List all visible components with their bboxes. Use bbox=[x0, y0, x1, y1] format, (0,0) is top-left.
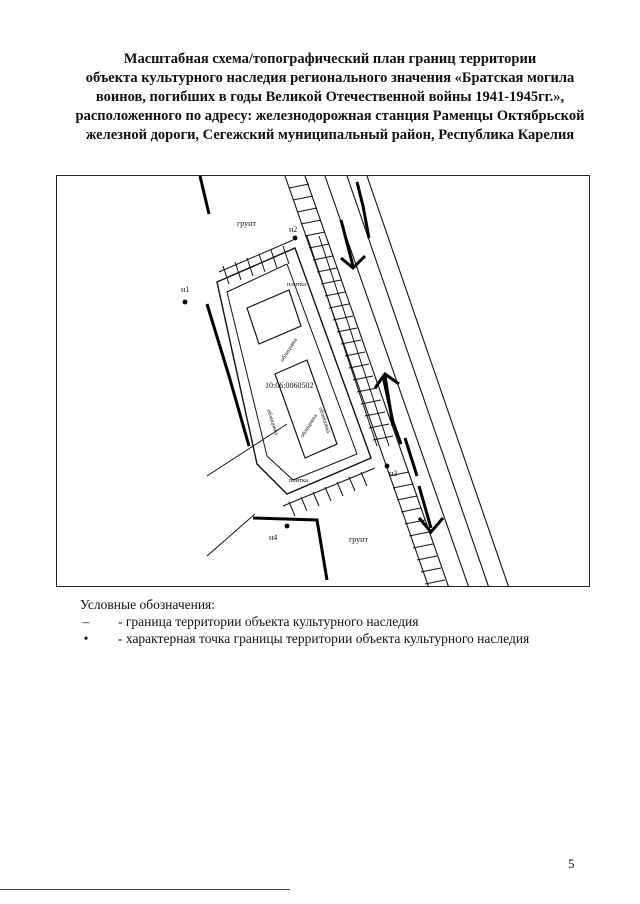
footer-rule bbox=[0, 889, 290, 890]
label-point-n4: н4 bbox=[269, 533, 278, 542]
title-line: Масштабная схема/топографический план границ территории bbox=[123, 51, 537, 67]
page-number: 5 bbox=[568, 856, 575, 871]
legend-heading: Условные обозначения: bbox=[80, 597, 216, 612]
label-facing-1: облицовка bbox=[279, 337, 299, 364]
legend-item bbox=[80, 613, 529, 630]
label-ground-bottom: грунт bbox=[349, 535, 368, 544]
boundary-point-n2 bbox=[293, 236, 298, 241]
label-facing-3: облицовка bbox=[299, 413, 319, 440]
label-facing-2: облицовка bbox=[265, 408, 280, 436]
dash-line-icon: – bbox=[82, 614, 90, 629]
label-point-n1: н1 bbox=[181, 285, 190, 294]
boundary-point-n3 bbox=[385, 464, 390, 469]
label-point-n2: н2 bbox=[289, 225, 298, 234]
railway-sleepers-lower bbox=[389, 472, 445, 584]
label-tile-top: плитка bbox=[287, 281, 306, 288]
dot-icon: • bbox=[83, 631, 89, 646]
site-plan-drawing bbox=[57, 176, 590, 587]
document-title bbox=[60, 50, 600, 145]
label-tile-bottom: плитка bbox=[289, 477, 308, 484]
title-line: воинов, погибших в годы Великой Отечественной войны 1941-1945гг.», bbox=[95, 89, 565, 105]
map-labels bbox=[181, 219, 397, 544]
label-cadastral-number: 10:06:0060502 bbox=[265, 381, 314, 390]
label-ground-top: грунт bbox=[237, 219, 256, 228]
legend-item-text: - характерная точка границы территории объекта культурного наследия bbox=[118, 631, 530, 646]
boundary-point-n4 bbox=[285, 524, 290, 529]
title-line: объекта культурного наследия регионального значения «Братская могила bbox=[85, 70, 575, 86]
legend-item bbox=[80, 630, 529, 647]
site-plan-map bbox=[56, 175, 590, 587]
title-line: железной дороги, Сегежский муниципальный район, Республика Карелия bbox=[85, 127, 575, 143]
label-facing-4: облицовка bbox=[317, 406, 332, 434]
direction-arrows bbox=[341, 220, 443, 532]
label-point-n3: н3 bbox=[389, 469, 398, 478]
legend bbox=[80, 596, 529, 647]
boundary-point-n1 bbox=[183, 300, 188, 305]
legend-item-text: - граница территории объекта культурного наследия bbox=[118, 614, 419, 629]
title-line: расположенного по адресу: железнодорожная станция Раменцы Октябрьской bbox=[75, 108, 585, 124]
